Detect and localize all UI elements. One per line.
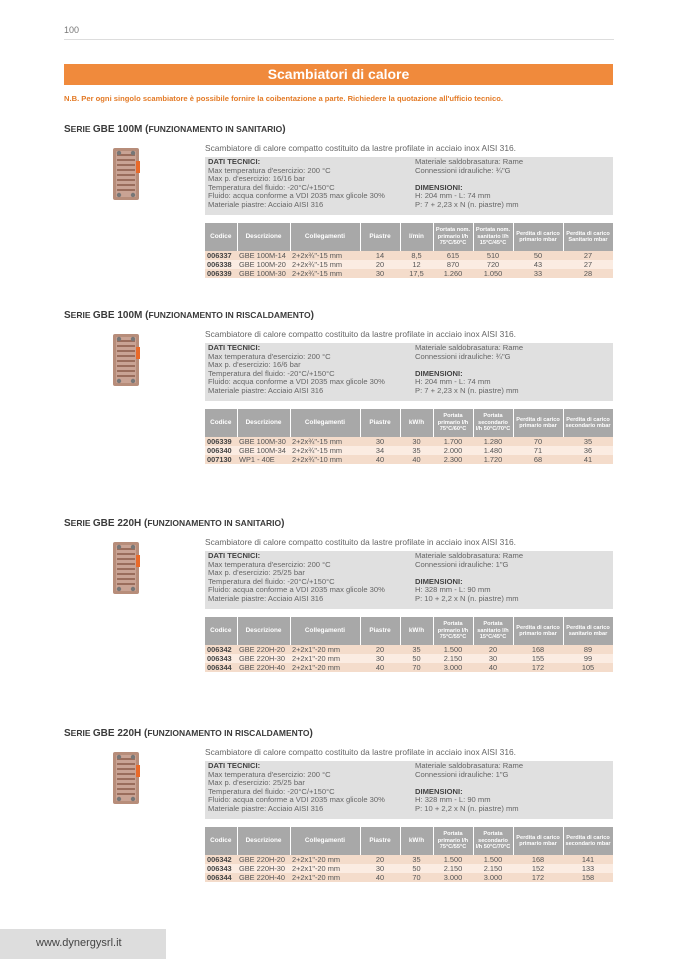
technical-data-title: DATI TECNICI: (208, 343, 261, 352)
table-cell: 2+2x¾"-15 mm (290, 446, 360, 455)
table-cell: GBE 100M-34 (237, 446, 290, 455)
footer-website-link[interactable]: www.dynergysrl.it (36, 937, 122, 949)
specs-right-column (415, 344, 523, 396)
column-header: Codice (205, 223, 237, 251)
table-cell: 20 (360, 260, 400, 269)
spec-line: Max p. d'esercizio: 16/6 bar (208, 360, 301, 370)
table-cell: 27 (563, 260, 613, 269)
footer-bar (0, 929, 166, 959)
table-cell: 71 (513, 446, 563, 455)
section-description: Scambiatore di calore compatto costituito da lastre profilate in acciaio inox AISI 316. (205, 537, 516, 547)
table-cell: 8,5 (400, 251, 433, 260)
dimension-line: P: 7 + 2,23 x N (n. piastre) mm (415, 385, 519, 395)
column-header: Portata primario l/h 75°C/60°C (433, 409, 473, 437)
table-cell: GBE 220H-20 (237, 645, 290, 654)
spec-line: Fluido: acqua conforme a VDI 2035 max glicole 30% (208, 191, 385, 201)
column-header: Perdita di carico Sanitario mbar (563, 223, 613, 251)
table-cell: 152 (513, 864, 563, 873)
table-cell: 2+2x¾"-10 mm (290, 455, 360, 464)
section-title: SERIE GBE 220H (FUNZIONAMENTO IN RISCALDAMENTO) (64, 728, 313, 739)
table-row (205, 269, 613, 278)
table-cell: 105 (563, 663, 613, 672)
table-cell: 2+2x¾"-15 mm (290, 260, 360, 269)
product-section (64, 728, 613, 928)
column-header: Codice (205, 827, 237, 855)
table-cell: GBE 100M-30 (237, 269, 290, 278)
table-cell: 40 (400, 455, 433, 464)
table-cell: 1.700 (433, 437, 473, 446)
column-header: kW/h (400, 409, 433, 437)
spec-line: Max temperatura d'esercizio: 200 °C (208, 559, 331, 569)
specs-left-column (208, 344, 385, 396)
spec-line: Temperatura del fluido: -20°C/+150°C (208, 368, 335, 378)
column-header: Codice (205, 617, 237, 645)
technical-data-box (205, 761, 613, 819)
column-header: Piastre (360, 827, 400, 855)
table-cell: 2+2x1"-20 mm (290, 645, 360, 654)
table-cell: 172 (513, 873, 563, 882)
product-code: 006339 (205, 437, 237, 446)
column-header: Perdita di carico secondario mbar (563, 409, 613, 437)
column-header: Collegamenti (290, 827, 360, 855)
product-code: 006342 (205, 855, 237, 864)
column-header: Portata secondario l/h 50°C/70°C (473, 409, 513, 437)
table-cell: 2+2x1"-20 mm (290, 663, 360, 672)
table-cell: 1.720 (473, 455, 513, 464)
specs-right-column (415, 762, 523, 814)
table-row (205, 855, 613, 864)
table-cell: 1.500 (473, 855, 513, 864)
table-cell: 2+2x1"-20 mm (290, 864, 360, 873)
heat-exchanger-image (110, 332, 142, 388)
table-row (205, 251, 613, 260)
spec-line: Max temperatura d'esercizio: 200 °C (208, 165, 331, 175)
technical-data-box (205, 551, 613, 609)
column-header: Descrizione (237, 223, 290, 251)
column-header: Perdita di carico primario mbar (513, 223, 563, 251)
product-code: 006339 (205, 269, 237, 278)
table-cell: 30 (400, 437, 433, 446)
product-code: 007130 (205, 455, 237, 464)
table-cell: 50 (400, 864, 433, 873)
spec-line: Max temperatura d'esercizio: 200 °C (208, 351, 331, 361)
spec-line: Fluido: acqua conforme a VDI 2035 max glicole 30% (208, 585, 385, 595)
spec-line: Max temperatura d'esercizio: 200 °C (208, 769, 331, 779)
column-header: Perdita di carico primario mbar (513, 617, 563, 645)
spec-line: Connessioni idrauliche: 1"G (415, 559, 509, 569)
spec-line: Connessioni idrauliche: ¾"G (415, 165, 511, 175)
column-header: Codice (205, 409, 237, 437)
dimension-line: H: 204 mm - L: 74 mm (415, 191, 491, 201)
heat-exchanger-image (110, 750, 142, 806)
table-row (205, 437, 613, 446)
table-cell: 168 (513, 855, 563, 864)
table-cell: 2+2x1"-20 mm (290, 654, 360, 663)
dimensions-title: DIMENSIONI: (415, 576, 463, 586)
spec-line: Materiale saldobrasatura: Rame (415, 761, 524, 770)
column-header: Descrizione (237, 617, 290, 645)
table-cell: 30 (360, 654, 400, 663)
section-title: SERIE GBE 100M (FUNZIONAMENTO IN SANITARIO) (64, 124, 286, 135)
specs-left-column (208, 158, 385, 210)
spec-line: Fluido: acqua conforme a VDI 2035 max glicole 30% (208, 795, 385, 805)
table-cell: 1.280 (473, 437, 513, 446)
column-header: Portata primario l/h 75°C/55°C (433, 617, 473, 645)
product-code: 006344 (205, 663, 237, 672)
dimension-line: P: 7 + 2,23 x N (n. piastre) mm (415, 199, 519, 209)
table-cell: 43 (513, 260, 563, 269)
table-cell: 133 (563, 864, 613, 873)
column-header: Portata sanitario l/h 15°C/45°C (473, 617, 513, 645)
column-header: Portata secondario l/h 50°C/70°C (473, 827, 513, 855)
dimensions-title: DIMENSIONI: (415, 368, 463, 378)
table-cell: 40 (360, 873, 400, 882)
table-row (205, 654, 613, 663)
table-cell: 50 (513, 251, 563, 260)
table-cell: 158 (563, 873, 613, 882)
table-cell: 35 (563, 437, 613, 446)
table-cell: 172 (513, 663, 563, 672)
technical-data-box (205, 343, 613, 401)
product-section (64, 310, 613, 510)
page-banner-title: Scambiatori di calore (64, 64, 613, 85)
spec-line: Max p. d'esercizio: 16/16 bar (208, 174, 305, 184)
specs-right-column (415, 158, 523, 210)
table-cell: GBE 220H-30 (237, 864, 290, 873)
product-code: 006343 (205, 654, 237, 663)
product-code: 006337 (205, 251, 237, 260)
column-header: Portata primario l/h 75°C/55°C (433, 827, 473, 855)
spec-line: Temperatura del fluido: -20°C/+150°C (208, 576, 335, 586)
specs-left-column (208, 552, 385, 604)
spec-line: Max p. d'esercizio: 25/25 bar (208, 568, 305, 578)
table-cell: 1.500 (433, 855, 473, 864)
product-section (64, 124, 613, 324)
table-cell: 155 (513, 654, 563, 663)
table-cell: 720 (473, 260, 513, 269)
table-cell: 40 (473, 663, 513, 672)
table-cell: GBE 220H-40 (237, 663, 290, 672)
column-header: Piastre (360, 409, 400, 437)
column-header: Collegamenti (290, 617, 360, 645)
table-cell: 168 (513, 645, 563, 654)
table-row (205, 260, 613, 269)
table-cell: 30 (473, 654, 513, 663)
section-title: SERIE GBE 100M (FUNZIONAMENTO IN RISCALDAMENTO) (64, 310, 314, 321)
dimension-line: P: 10 + 2,2 x N (n. piastre) mm (415, 593, 519, 603)
column-header: Perdita di carico primario mbar (513, 827, 563, 855)
spec-line: Materiale piastre: Acciaio AISI 316 (208, 199, 324, 209)
table-cell: GBE 100M-20 (237, 260, 290, 269)
spec-line: Materiale piastre: Acciaio AISI 316 (208, 385, 324, 395)
product-code: 006342 (205, 645, 237, 654)
specs-right-column (415, 552, 523, 604)
table-cell: 17,5 (400, 269, 433, 278)
column-header: Perdita di carico primario mbar (513, 409, 563, 437)
table-cell: WP1 - 40E (237, 455, 290, 464)
spec-line: Materiale saldobrasatura: Rame (415, 551, 524, 560)
dimensions-title: DIMENSIONI: (415, 182, 463, 192)
table-cell: 2+2x¾"-15 mm (290, 251, 360, 260)
column-header: kW/h (400, 617, 433, 645)
table-cell: 68 (513, 455, 563, 464)
technical-data-box (205, 157, 613, 215)
spec-line: Materiale piastre: Acciaio AISI 316 (208, 803, 324, 813)
table-cell: 1.480 (473, 446, 513, 455)
table-cell: 30 (360, 437, 400, 446)
table-cell: 2+2x1"-20 mm (290, 873, 360, 882)
column-header: Portata nom. sanitario l/h 15°C/45°C (473, 223, 513, 251)
table-cell: 510 (473, 251, 513, 260)
table-cell: GBE 220H-30 (237, 654, 290, 663)
table-cell: 2+2x¾"-15 mm (290, 437, 360, 446)
table-cell: 870 (433, 260, 473, 269)
table-cell: 3.000 (473, 873, 513, 882)
table-cell: 70 (400, 663, 433, 672)
table-cell: 30 (360, 864, 400, 873)
heat-exchanger-image (110, 540, 142, 596)
dimension-line: H: 328 mm - L: 90 mm (415, 795, 491, 805)
table-cell: 20 (360, 645, 400, 654)
table-row (205, 663, 613, 672)
table-cell: 2.000 (433, 446, 473, 455)
table-row (205, 446, 613, 455)
spec-line: Fluido: acqua conforme a VDI 2035 max glicole 30% (208, 377, 385, 387)
product-code: 006340 (205, 446, 237, 455)
page-number: 100 (64, 25, 80, 35)
insulation-note: N.B. Per ogni singolo scambiatore è possibile fornire la coibentazione a parte. Richiedere la quotazione all'ufficio tecnico. (64, 94, 503, 103)
table-cell: 615 (433, 251, 473, 260)
table-cell: GBE 220H-20 (237, 855, 290, 864)
dimensions-title: DIMENSIONI: (415, 786, 463, 796)
product-code: 006343 (205, 864, 237, 873)
column-header: Collegamenti (290, 409, 360, 437)
column-header: Piastre (360, 223, 400, 251)
column-header: Perdita di carico sanitario mbar (563, 617, 613, 645)
table-cell: 3.000 (433, 873, 473, 882)
table-cell: 27 (563, 251, 613, 260)
table-cell: 14 (360, 251, 400, 260)
table-cell: 28 (563, 269, 613, 278)
product-table (205, 223, 614, 278)
table-cell: 1.260 (433, 269, 473, 278)
column-header: Collegamenti (290, 223, 360, 251)
specs-left-column (208, 762, 385, 814)
column-header: Descrizione (237, 827, 290, 855)
spec-line: Temperatura del fluido: -20°C/+150°C (208, 182, 335, 192)
table-cell: 35 (400, 446, 433, 455)
column-header: l/min (400, 223, 433, 251)
table-cell: 20 (473, 645, 513, 654)
table-cell: 2.150 (473, 864, 513, 873)
column-header: kW/h (400, 827, 433, 855)
table-cell: 36 (563, 446, 613, 455)
product-code: 006344 (205, 873, 237, 882)
dimension-line: H: 328 mm - L: 90 mm (415, 585, 491, 595)
product-section (64, 518, 613, 718)
table-cell: 141 (563, 855, 613, 864)
column-header: Perdita di carico secondario mbar (563, 827, 613, 855)
table-cell: 2+2x1"-20 mm (290, 855, 360, 864)
technical-data-title: DATI TECNICI: (208, 551, 261, 560)
dimension-line: P: 10 + 2,2 x N (n. piastre) mm (415, 803, 519, 813)
spec-line: Connessioni idrauliche: ¾"G (415, 351, 511, 361)
table-row (205, 455, 613, 464)
product-table (205, 827, 614, 882)
spec-line: Temperatura del fluido: -20°C/+150°C (208, 786, 335, 796)
table-cell: GBE 100M-14 (237, 251, 290, 260)
spec-line: Materiale piastre: Acciaio AISI 316 (208, 593, 324, 603)
table-cell: 89 (563, 645, 613, 654)
table-cell: GBE 220H-40 (237, 873, 290, 882)
table-cell: 35 (400, 855, 433, 864)
table-cell: 34 (360, 446, 400, 455)
technical-data-title: DATI TECNICI: (208, 761, 261, 770)
section-description: Scambiatore di calore compatto costituito da lastre profilate in acciaio inox AISI 316. (205, 143, 516, 153)
table-cell: 20 (360, 855, 400, 864)
spec-line: Max p. d'esercizio: 25/25 bar (208, 778, 305, 788)
table-cell: 50 (400, 654, 433, 663)
section-description: Scambiatore di calore compatto costituito da lastre profilate in acciaio inox AISI 316. (205, 747, 516, 757)
table-cell: 2+2x¾"-15 mm (290, 269, 360, 278)
column-header: Portata nom. primario l/h 75°C/50°C (433, 223, 473, 251)
spec-line: Materiale saldobrasatura: Rame (415, 343, 524, 352)
column-header: Piastre (360, 617, 400, 645)
product-table (205, 409, 614, 464)
table-cell: 99 (563, 654, 613, 663)
table-row (205, 645, 613, 654)
table-cell: 2.300 (433, 455, 473, 464)
table-row (205, 873, 613, 882)
table-cell: 41 (563, 455, 613, 464)
table-cell: 1.500 (433, 645, 473, 654)
table-cell: GBE 100M-30 (237, 437, 290, 446)
spec-line: Materiale saldobrasatura: Rame (415, 157, 524, 166)
table-cell: 3.000 (433, 663, 473, 672)
dimension-line: H: 204 mm - L: 74 mm (415, 377, 491, 387)
table-cell: 35 (400, 645, 433, 654)
section-description: Scambiatore di calore compatto costituito da lastre profilate in acciaio inox AISI 316. (205, 329, 516, 339)
table-cell: 1.050 (473, 269, 513, 278)
spec-line: Connessioni idrauliche: 1"G (415, 769, 509, 779)
column-header: Descrizione (237, 409, 290, 437)
table-cell: 2.150 (433, 654, 473, 663)
table-cell: 70 (400, 873, 433, 882)
table-cell: 12 (400, 260, 433, 269)
technical-data-title: DATI TECNICI: (208, 157, 261, 166)
product-code: 006338 (205, 260, 237, 269)
product-table (205, 617, 614, 672)
section-title: SERIE GBE 220H (FUNZIONAMENTO IN SANITARIO) (64, 518, 285, 529)
header-divider (64, 39, 614, 40)
table-cell: 40 (360, 663, 400, 672)
table-row (205, 864, 613, 873)
heat-exchanger-image (110, 146, 142, 202)
table-cell: 2.150 (433, 864, 473, 873)
table-cell: 30 (360, 269, 400, 278)
table-cell: 40 (360, 455, 400, 464)
table-cell: 33 (513, 269, 563, 278)
table-cell: 70 (513, 437, 563, 446)
